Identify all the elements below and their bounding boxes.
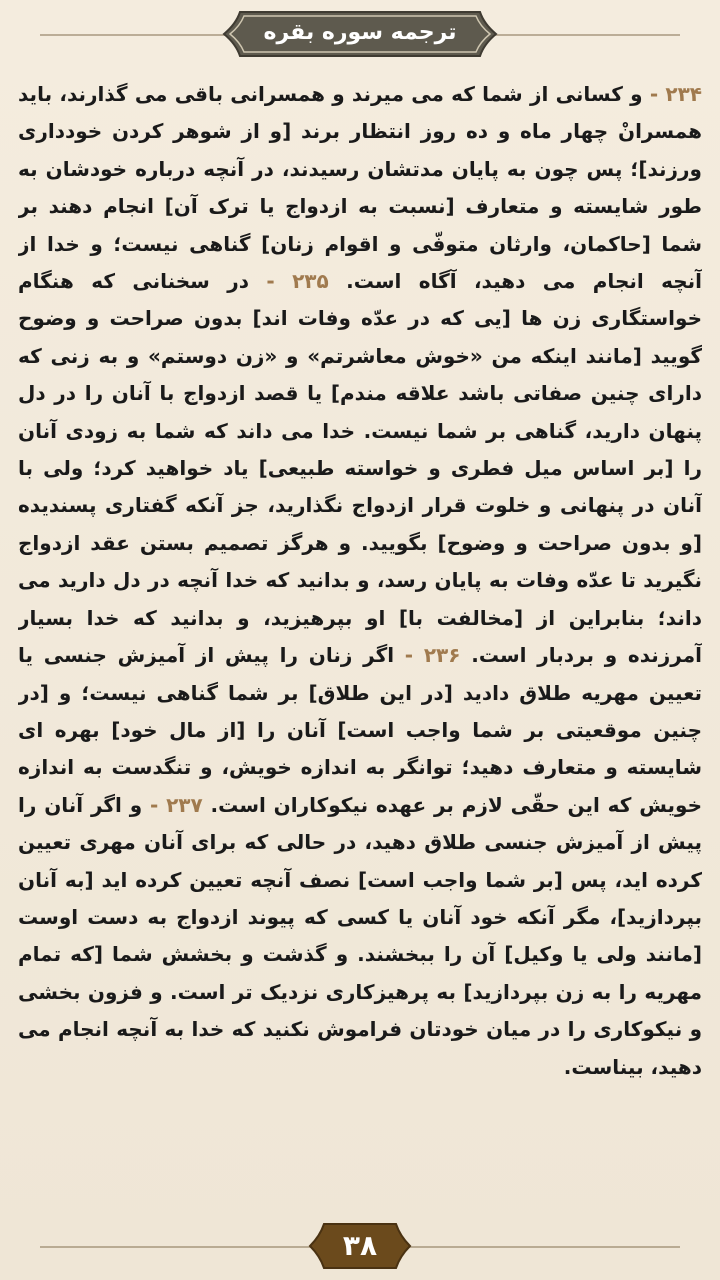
- verse-text: و اگر آنان را پیش از آمیزش جنسی طلاق دهید، در حالی که برای آنان مهری تعیین کرده اید، پس [بر شما واجب است] نصف آنچه تعیین کرده اید [به آنان بپردازید]، مگر آنکه خود آنان یا کسی که پیوند ازدواج به دست اوست [مانند ولی یا وکیل] آن را ببخشند. و گذشت و بخشش شما [که تمام مهریه را به زن بپردازید] به پرهیزکاری نزدیک تر است. و فزون بخشی و نیکوکاری را در میان خودتان فراموش نکنید که خدا به آنچه انجام می دهید، بیناست.: [18, 792, 702, 1079]
- verse-number: ۲۳۵ -: [266, 269, 329, 294]
- verse-number: ۲۳۷ -: [149, 792, 203, 817]
- page-title: ترجمه سوره بقره: [263, 20, 457, 45]
- verse-paragraph: [18, 76, 702, 1086]
- verse-text: و کسانی از شما که می میرند و همسرانی باقی می گذارند، باید همسرانْ چهار ماه و ده روز انتظار برند [و از شوهر کردن خودداری ورزند]؛ پس چون به پایان مدتشان رسیدند، در آنچه درباره خودشان به طور شایسته و متعارف [نسبت به ازدواج یا ترک آن] انجام دهند بر شما [حاکمان، وارثان متوفّی و اقوام زنان] گناهی نیست؛ و خدا از آنچه انجام می دهید، آگاه است.: [18, 82, 702, 294]
- verse-text: در سخنانی که هنگام خواستگاری زن ها [یی که در عدّه وفات اند] بدون صراحت و وضوح گویید [مانند اینکه من «خوش معاشرتم» و «زن دوستم» و به زنی که دارای چنین صفاتی باشد علاقه مندم] یا قصد ازدواج با آنان را در دل پنهان دارید، گناهی بر شما نیست. خدا می داند که شما به زودی آنان را [بر اساس میل فطری و خواسته طبیعی] یاد خواهید کرد؛ ولی با آنان در پنهانی و خلوت قرار ازدواج نگذارید، جز آنکه گفتاری پسندیده [و بدون صراحت و وضوح] بگویید. و هرگز تصمیم بستن عقد ازدواج نگیرید تا عدّه وفات به پایان رسد، و بدانید که خدا آنچه در دل دارید می داند؛ بنابراین از [مخالفت با] او بپرهیزید، و بدانید که خدا بسیار آمرزنده و بردبار است.: [18, 269, 702, 668]
- page-number: ۳۸: [342, 1229, 378, 1262]
- translation-text: [18, 76, 702, 1186]
- header-badge: [222, 10, 498, 58]
- verse-number: ۲۳۴ -: [649, 82, 702, 106]
- page-number-badge: [308, 1222, 412, 1270]
- verse-number: ۲۳۶ -: [404, 643, 461, 668]
- verse-text: اگر زنان را پیش از آمیزش جنسی یا تعیین مهریه طلاق دادید [در این طلاق] بر شما گناهی نیست؛ و [در چنین موقعیتی بر شما واجب است] آنان را [از مال خود] بهره ای شایسته و متعارف دهید؛ توانگر به اندازه خویش، و تنگدست به اندازه خویش که این حقّی لازم بر عهده نیکوکاران است.: [18, 643, 702, 817]
